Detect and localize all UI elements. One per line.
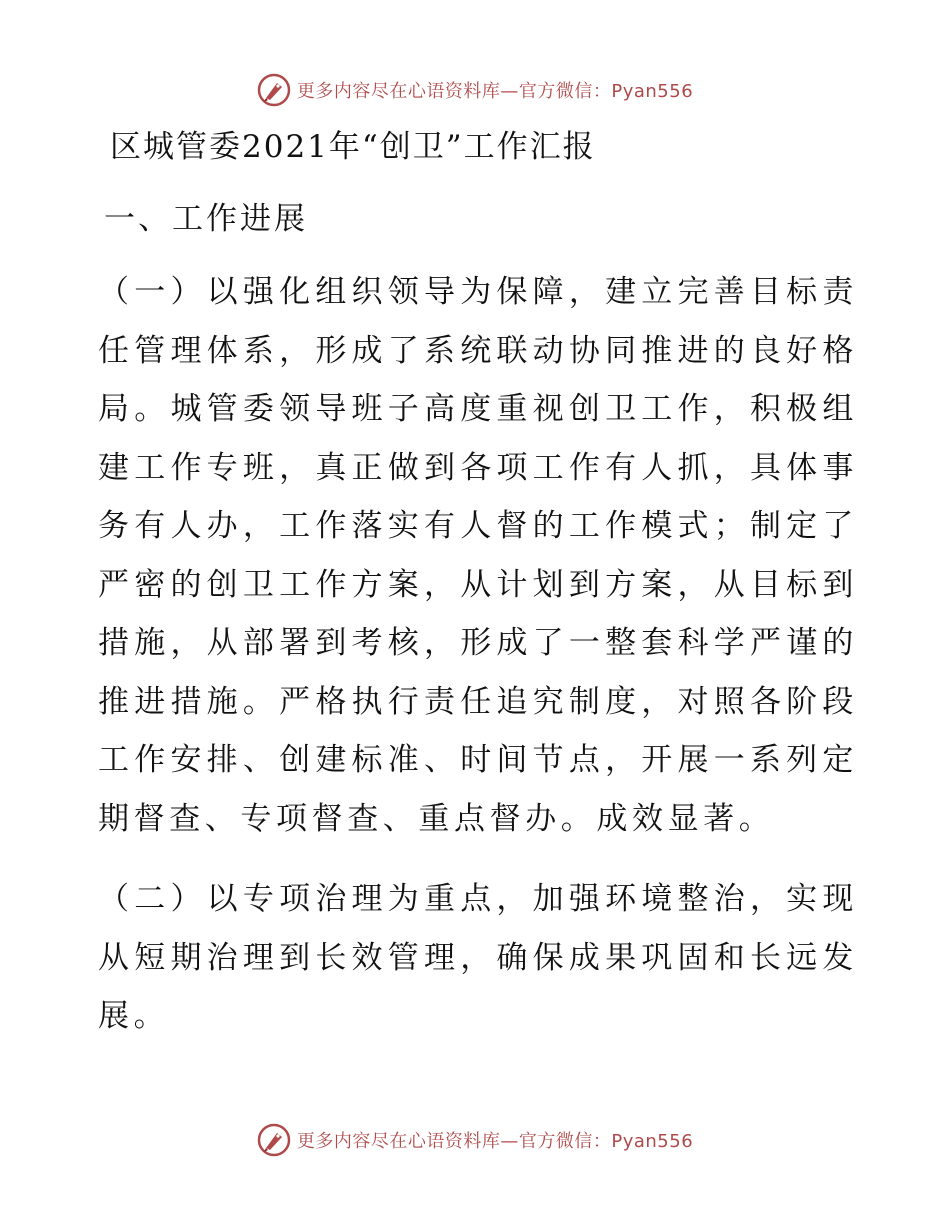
section-heading: 一、工作进展 (104, 201, 308, 237)
watermark-footer (0, 1120, 950, 1160)
document-body (98, 122, 858, 1046)
document-title: 区城管委2021年“创卫”工作汇报 (110, 129, 596, 165)
watermark-text: 更多内容尽在心语资料库—官方微信：Pyan556 (296, 81, 694, 102)
pen-nib-logo-icon (257, 1123, 291, 1157)
paragraph-1: （一）以强化组织领导为保障，建立完善目标责任管理体系，形成了系统联动协同推进的良好格局。城管委领导班子高度重视创卫工作，积极组建工作专班，真正做到各项工作有人抓，具体事务有人办，工作落实有人督的工作模式；制定了严密的创卫工作方案，从计划到方案，从目标到措施，从部署到考核，形成了一整套科学严谨的推进措施。严格执行责任追究制度，对照各阶段工作安排、创建标准、时间节点，开展一系列定期督查、专项督查、重点督办。成效显著。 (98, 274, 858, 837)
paragraph-2: （二）以专项治理为重点，加强环境整治，实现从短期治理到长效管理，确保成果巩固和长远发展。 (98, 881, 858, 1034)
watermark-text: 更多内容尽在心语资料库—官方微信：Pyan556 (296, 1131, 694, 1152)
pen-nib-logo-icon (257, 73, 291, 107)
watermark-header (0, 70, 950, 110)
